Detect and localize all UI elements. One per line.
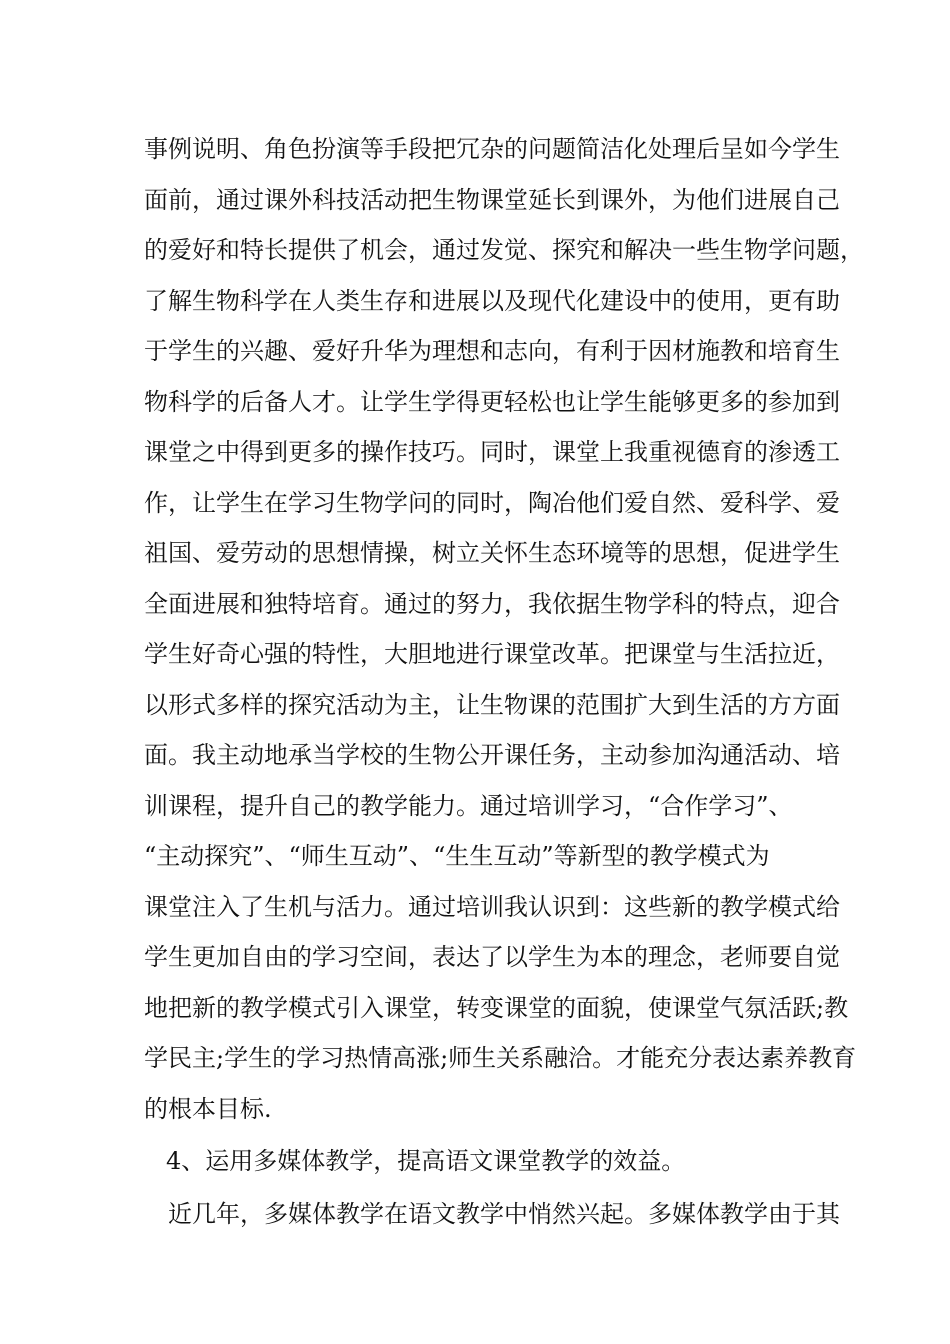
text-line: 学生更加自由的学习空间，表达了以学生为本的理念，老师要自觉 — [144, 943, 840, 971]
document-body — [144, 124, 864, 1239]
section-heading: 4、运用多媒体教学，提高语文课堂教学的效益。 — [166, 1147, 686, 1175]
text-line: 训课程，提升自己的教学能力。通过培训学习，“合作学习”、 — [144, 791, 793, 820]
text-line: 面。我主动地承当学校的生物公开课任务，主动参加沟通活动、培 — [144, 741, 840, 769]
text-line: 学生好奇心强的特性，大胆地进行课堂改革。把课堂与生活拉近， — [144, 640, 840, 668]
text-line: 全面进展和独特培育。通过的努力，我依据生物学科的特点，迎合 — [144, 589, 840, 618]
text-line: 近几年，多媒体教学在语文教学中悄然兴起。多媒体教学由于其 — [168, 1199, 840, 1228]
text-line: 以形式多样的探究活动为主，让生物课的范围扩大到生活的方方面 — [144, 690, 840, 719]
text-line: 地把新的教学模式引入课堂，转变课堂的面貌，使课堂气氛活跃;教 — [144, 993, 849, 1022]
text-line: 了解生物科学在人类生存和进展以及现代化建设中的使用，更有助 — [144, 286, 840, 315]
text-line: 学民主;学生的学习热情高涨;师生关系融洽。才能充分表达素养教育 — [144, 1044, 857, 1072]
text-line: 物科学的后备人才。让学生学得更轻松也让学生能够更多的参加到 — [144, 387, 840, 416]
text-line: 作，让学生在学习生物学问的同时，陶冶他们爱自然、爱科学、爱 — [144, 488, 840, 517]
text-line: 于学生的兴趣、爱好升华为理想和志向，有利于因材施教和培育生 — [144, 337, 840, 365]
paragraph — [144, 1189, 844, 1240]
text-line: “主动探究”、“师生互动”、“生生互动”等新型的教学模式为 — [144, 842, 770, 870]
text-line: 祖国、爱劳动的思想情操，树立关怀生态环境等的思想，促进学生 — [144, 539, 840, 567]
text-line: 课堂注入了生机与活力。通过培训我认识到：这些新的教学模式给 — [144, 892, 840, 921]
text-line: 的根本目标. — [144, 1094, 272, 1123]
text-line: 的爱好和特长提供了机会，通过发觉、探究和解决一些生物学问题， — [144, 236, 864, 264]
text-line: 面前，通过课外科技活动把生物课堂延长到课外，为他们进展自己 — [144, 185, 840, 214]
paragraph — [144, 124, 864, 1134]
text-line: 事例说明、角色扮演等手段把冗杂的问题简洁化处理后呈如今学生 — [144, 135, 840, 163]
text-line: 课堂之中得到更多的操作技巧。同时，课堂上我重视德育的渗透工 — [144, 438, 840, 466]
